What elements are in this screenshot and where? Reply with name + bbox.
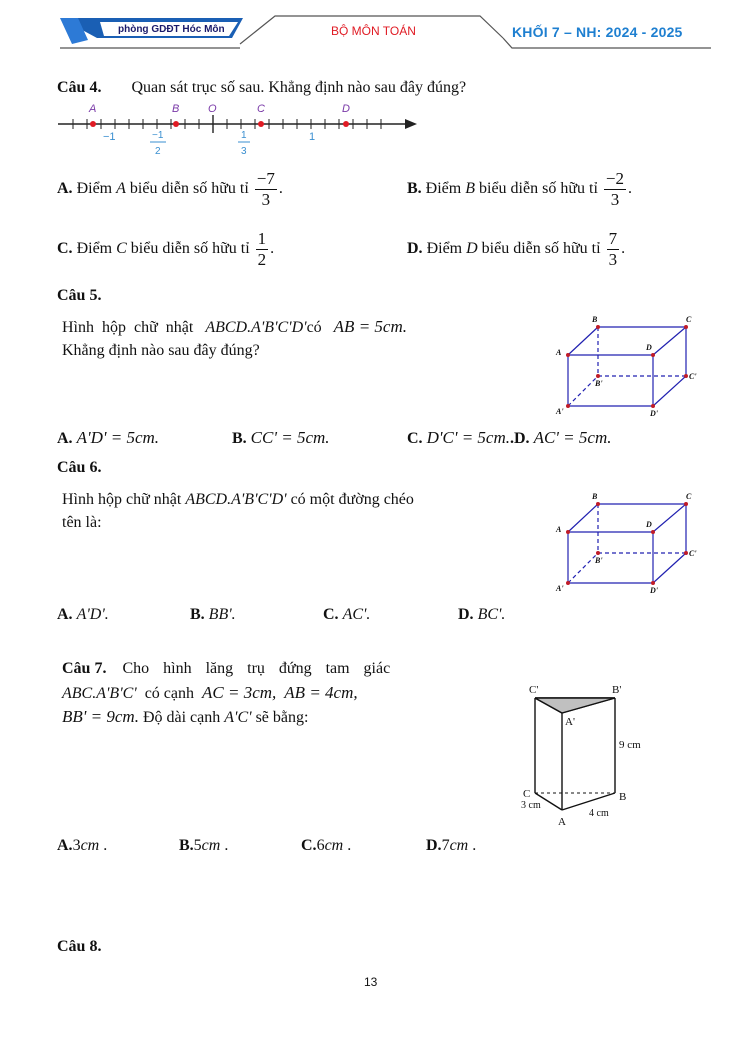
question-4-prompt: Quan sát trục số sau. Khẳng định nào sau đây đúng? [131, 79, 467, 96]
question-5-title: Câu 5. [57, 287, 102, 304]
box-label-c: C [686, 315, 692, 324]
prism-diagram [505, 678, 665, 828]
q7-option-b[interactable]: B.5cm . [179, 837, 229, 854]
q5-option-b[interactable]: B. CC' = 5cm. [232, 428, 330, 447]
question-6-title: Câu 6. [57, 459, 102, 476]
prism-label-c: C [523, 788, 531, 800]
q5-option-d[interactable]: AC' = 5cm. [533, 428, 612, 447]
tick-label-minus-half-num: −1 [152, 130, 164, 141]
question-7-text-line1: Câu 7. Cho hình lăng trụ đứng tam giác [62, 660, 391, 677]
question-4-title: Câu 4. [57, 79, 102, 96]
q4-option-d[interactable]: D. Điểm D biểu diễn số hữu tỉ $\frac{7}{3}$ . [407, 229, 626, 269]
prism-label-c-prime: C' [529, 684, 539, 696]
box2-label-a: A [556, 525, 562, 534]
box2-label-c: C [686, 492, 692, 501]
header-center-label: BỘ MÔN TOÁN [331, 24, 416, 38]
q4-option-c[interactable]: C. Điểm C biểu diễn số hữu tỉ $\frac{1}{2}$ . [57, 229, 275, 269]
box-label-c-prime: C' [689, 372, 697, 381]
question-7-title: Câu 7. [62, 660, 107, 677]
q7-option-a[interactable]: A.3cm . [57, 837, 108, 854]
page-number: 13 [364, 975, 378, 989]
box-diagram-q5 [548, 310, 708, 420]
prism-label-b-prime: B' [612, 684, 622, 696]
question-7-text-line3: BB' = 9cm. Độ dài cạnh A'C' sẽ bằng: [62, 707, 309, 726]
tick-label-third-num: 1 [241, 130, 247, 141]
q4-option-b[interactable]: B. Điểm B biểu diễn số hữu tỉ $\frac{-2}{3}$ . [407, 169, 632, 209]
header-right-label: KHỐI 7 – NH: 2024 - 2025 [512, 24, 683, 40]
point-label-c: C [257, 103, 265, 115]
box2-label-c-prime: C' [689, 549, 697, 558]
prism-label-a-prime: A' [565, 716, 575, 728]
tick-label-one: 1 [309, 131, 316, 143]
tick-label-minus-half-den: 2 [155, 146, 161, 157]
box-label-d: D [646, 343, 652, 352]
tick-label-minus-one: −1 [103, 131, 116, 143]
question-5-text-line2: Khẳng định nào sau đây đúng? [62, 342, 260, 359]
prism-label-3cm: 3 cm [521, 800, 541, 811]
question-7-text-line2: ABC.A'B'C' có cạnh AC = 3cm, AB = 4cm, [62, 683, 358, 702]
question-5-text-line1: Hình hộp chữ nhật ABCD.A'B'C'D'có AB = 5cm. [62, 317, 407, 336]
point-label-o: O [208, 103, 217, 115]
q5-option-c[interactable]: C. D'C' = 5cm..D. AC' = 5cm. [407, 428, 612, 447]
point-label-a: A [89, 103, 97, 115]
box2-label-d: D [646, 520, 652, 529]
header-left-label: phòng GDĐT Hóc Môn [118, 24, 225, 35]
q7-option-c[interactable]: C.6cm . [301, 837, 352, 854]
q6-option-c[interactable]: C. AC'. [323, 606, 371, 623]
q5-option-a[interactable]: A. A'D' = 5cm. [57, 428, 160, 447]
q7-option-d[interactable]: D.7cm . [426, 837, 477, 854]
point-label-b: B [172, 103, 180, 115]
q6-option-b[interactable]: B. BB'. [190, 606, 236, 623]
box-label-a-prime: A' [556, 407, 564, 416]
prism-label-b: B [619, 791, 627, 803]
box-label-a: A [556, 348, 562, 357]
box-label-b: B [592, 315, 598, 324]
question-8-title: Câu 8. [57, 938, 102, 955]
q6-option-d[interactable]: D. BC'. [458, 606, 506, 623]
tick-label-third-den: 3 [241, 146, 247, 157]
question-6-text-line2: tên là: [62, 514, 102, 531]
question-6-text-line1: Hình hộp chữ nhật ABCD.A'B'C'D' có một đường chéo [62, 491, 414, 508]
box2-label-a-prime: A' [556, 584, 564, 593]
point-label-d: D [342, 103, 350, 115]
box2-label-b-prime: B' [595, 556, 603, 565]
box-label-b-prime: B' [595, 379, 603, 388]
box-diagram-q6 [548, 487, 708, 597]
prism-label-a: A [558, 816, 566, 828]
box2-label-d-prime: D' [650, 586, 658, 595]
box-label-d-prime: D' [650, 409, 658, 418]
prism-label-9cm: 9 cm [619, 739, 641, 751]
prism-label-4cm: 4 cm [589, 808, 609, 819]
number-line [55, 100, 425, 162]
q4-option-a[interactable]: A. Điểm A biểu diễn số hữu tỉ $\frac{-7}{3}$ . [57, 169, 283, 209]
q6-option-a[interactable]: A. A'D'. [57, 606, 109, 623]
box2-label-b: B [592, 492, 598, 501]
